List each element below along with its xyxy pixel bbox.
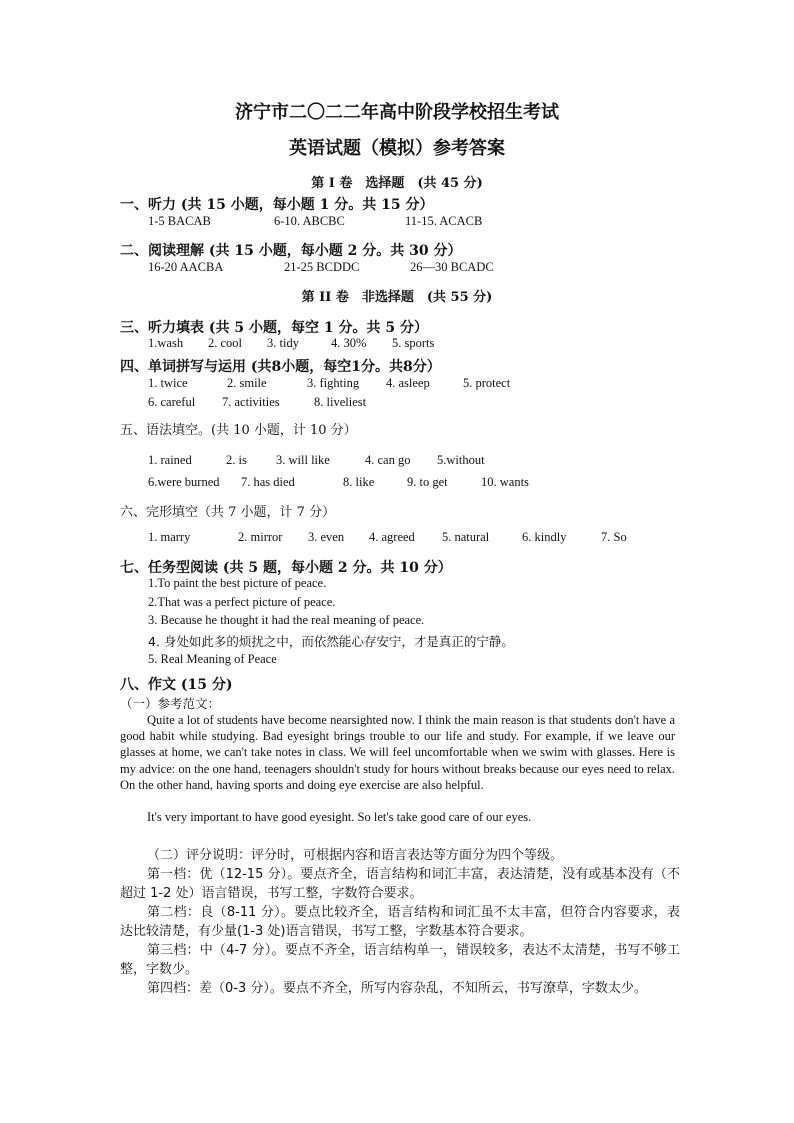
answer-item: 7. activities bbox=[222, 395, 280, 409]
grade-description: 第二档：良（8-11 分）。要点比较齐全，语言结构和词汇虽不太丰富，但符合内容要求，表达比较清楚，有少量(1-3 处)语言错误，书写工整，字数基本符合要求。 bbox=[120, 905, 680, 939]
answer-group: 1-5 BACAB bbox=[148, 214, 211, 228]
answer-item: 9. to get bbox=[407, 475, 448, 489]
answer-item: 2. smile bbox=[227, 376, 267, 390]
answer-group: 6-10. ABCBC bbox=[274, 214, 345, 228]
section-listening-table-heading: 三、听力填表 (共 5 小题，每空 1 分。共 5 分） bbox=[120, 320, 428, 336]
sample-essay-paragraph: It's very important to have good eyesight. So let's take good care of our eyes. bbox=[147, 810, 532, 824]
answer-item: 2. cool bbox=[208, 336, 243, 350]
answer-line: 1.To paint the best picture of peace. bbox=[148, 576, 327, 590]
section-task-reading-heading: 七、任务型阅读 (共 5 题，每小题 2 分。共 10 分） bbox=[120, 560, 452, 576]
answer-group: 26—30 BCADC bbox=[410, 260, 494, 274]
answer-item: 8. like bbox=[343, 475, 375, 489]
answer-group: 11-15. ACACB bbox=[405, 214, 483, 228]
exam-title: 济宁市二〇二二年高中阶段学校招生考试 bbox=[235, 102, 559, 123]
section-cloze-heading: 六、完形填空（共 7 小题，计 7 分） bbox=[120, 505, 336, 520]
section-reading-heading: 二、阅读理解 (共 15 小题，每小题 2 分。共 30 分） bbox=[120, 243, 462, 259]
answer-item: 3. will like bbox=[276, 453, 330, 467]
answer-item: 4. agreed bbox=[369, 530, 415, 544]
answer-item: 4. can go bbox=[365, 453, 411, 467]
part2-title: 第 II 卷 非选择题 (共 55 分) bbox=[301, 290, 493, 305]
answer-item: 3. even bbox=[308, 530, 345, 544]
answer-item: 1.wash bbox=[148, 336, 184, 350]
grade-description: 第一档：优（12-15 分）。要点齐全，语言结构和词汇丰富，表达清楚，没有或基本没有（不超过 1-2 处）语言错误，书写工整，字数符合要求。 bbox=[120, 867, 680, 901]
answer-item: 4. 30% bbox=[331, 336, 367, 350]
answer-item: 1. rained bbox=[148, 453, 192, 467]
answer-group: 16-20 AACBA bbox=[148, 260, 224, 274]
answer-item: 3. tidy bbox=[267, 336, 299, 350]
answer-item: 3. fighting bbox=[307, 376, 360, 390]
answer-item: 7. has died bbox=[241, 475, 295, 489]
answer-item: 1. twice bbox=[148, 376, 188, 390]
answer-item: 10. wants bbox=[481, 475, 529, 489]
answer-item: 6. kindly bbox=[522, 530, 567, 544]
answer-item: 1. marry bbox=[148, 530, 191, 544]
exam-subtitle: 英语试题（模拟）参考答案 bbox=[289, 138, 505, 159]
sample-essay-paragraph: Quite a lot of students have become nearsighted now. I think the main reason is that students don't have a good habit while studying. Bad eyesight brings trouble to our life and study. For example, if we leave our glasses at home, we can't take notes in class. We will feel uncomfortable when we swim with glasses. Here is my advice: on the one hand, teenagers shouldn't study for hours without breaks because our eyes need to relax. On the other hand, having sports and doing eye exercise are also helpful. bbox=[120, 713, 675, 792]
grade-description: 第四档：差（0-3 分）。要点不齐全，所写内容杂乱，不知所云，书写潦草，字数太少。 bbox=[147, 981, 647, 996]
answer-item: 5. protect bbox=[463, 376, 511, 390]
section-listening-heading: 一、听力 (共 15 小题，每小题 1 分。共 15 分） bbox=[120, 197, 434, 213]
sample-essay-label: （一）参考范文： bbox=[120, 696, 221, 711]
section-grammar-heading: 五、语法填空。(共 10 小题，计 10 分） bbox=[120, 423, 357, 438]
section-spelling-heading: 四、单词拼写与运用 (共8小题，每空1分。共8分） bbox=[120, 359, 441, 375]
section-writing-heading: 八、作文 (15 分) bbox=[120, 677, 233, 693]
answer-group: 21-25 BCDDC bbox=[284, 260, 360, 274]
answer-line: 2.That was a perfect picture of peace. bbox=[148, 595, 336, 609]
answer-line: 4. 身处如此多的烦扰之中，而依然能心存安宁，才是真正的宁静。 bbox=[148, 634, 514, 649]
answer-item: 4. asleep bbox=[386, 376, 430, 390]
answer-item: 6.were burned bbox=[148, 475, 220, 489]
answer-line: 3. Because he thought it had the real meaning of peace. bbox=[148, 613, 425, 627]
scoring-note-label: （二）评分说明：评分时，可根据内容和语言表达等方面分为四个等级。 bbox=[147, 848, 564, 863]
answer-item: 2. mirror bbox=[238, 530, 283, 544]
part1-title: 第 I 卷 选择题 (共 45 分) bbox=[311, 176, 483, 191]
answer-item: 5.without bbox=[437, 453, 485, 467]
answer-item: 5. natural bbox=[442, 530, 490, 544]
answer-item: 8. liveliest bbox=[314, 395, 367, 409]
answer-line: 5. Real Meaning of Peace bbox=[148, 652, 277, 666]
answer-item: 5. sports bbox=[392, 336, 435, 350]
grade-description: 第三档：中（4-7 分）。要点不齐全，语言结构单一，错误较多，表达不太清楚，书写不够工整，字数少。 bbox=[120, 943, 680, 977]
answer-item: 6. careful bbox=[148, 395, 196, 409]
answer-item: 7. So bbox=[601, 530, 627, 544]
answer-item: 2. is bbox=[226, 453, 247, 467]
